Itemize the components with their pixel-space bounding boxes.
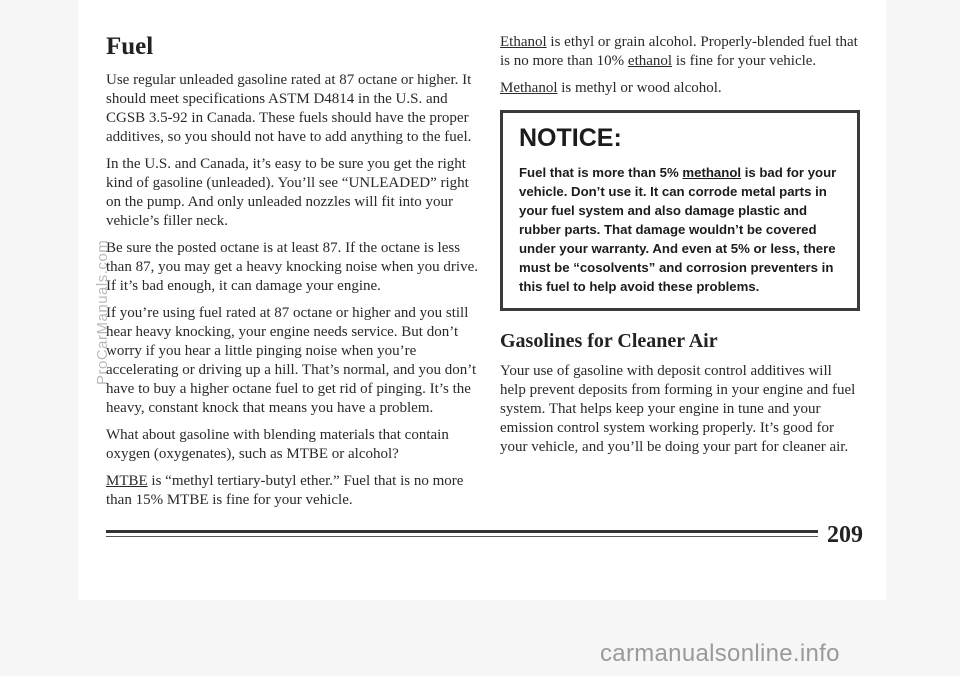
- ethanol-definition-end: is fine for your vehicle.: [672, 53, 817, 69]
- term-methanol: Methanol: [500, 80, 558, 96]
- term-ethanol: Ethanol: [500, 34, 547, 50]
- section-heading-cleaner-air: Gasolines for Cleaner Air: [500, 330, 718, 352]
- paragraph-octane-check: Be sure the posted octane is at least 87. If the octane is less than 87, you may get a heavy knocking noise when you drive. If it’s bad enough, it can damage your engine.: [106, 240, 478, 294]
- methanol-definition: is methyl or wood alcohol.: [557, 80, 722, 96]
- notice-title: NOTICE:: [519, 124, 622, 152]
- footer-rule: [106, 528, 818, 540]
- left-column: [106, 33, 478, 518]
- paragraph-ethanol: [500, 33, 860, 71]
- page-title: Fuel: [106, 33, 154, 60]
- paragraph-oxygenates: What about gasoline with blending materials that contain oxygen (oxygenates), such as MTBE or alcohol?: [106, 427, 449, 462]
- footer-rule-thin: [106, 536, 818, 537]
- paragraph-unleaded-pump: In the U.S. and Canada, it’s easy to be sure you get the right kind of gasoline (unleaded). You’ll see “UNLEADED” right on the pump. And only unleaded nozzles will fit into your vehicle’s filler neck.: [106, 156, 469, 229]
- side-watermark: ProCarManuals.com: [94, 239, 111, 385]
- paragraph-deposit-control: Your use of gasoline with deposit control additives will help prevent deposits from forming in your engine and fuel system. That helps keep your engine in tune and your emission control system working properly. It’s good for your vehicle, and you’ll be doing your part for cleaner air.: [500, 363, 856, 455]
- paragraph-methanol: [500, 79, 860, 98]
- bottom-watermark: carmanualsonline.info: [600, 640, 840, 667]
- notice-body-rest: is bad for your vehicle. Don’t use it. It can corrode metal parts in your fuel system and also damage plastic and rubber parts. That damage wouldn’t be covered under your warranty. And even at 5% or less, there must be “cosolvents” and corrosion preventers in this fuel to help avoid these problems.: [519, 165, 837, 294]
- notice-term-methanol: methanol: [682, 165, 742, 180]
- page-number: 209: [827, 522, 863, 548]
- ethanol-definition: is ethyl or grain alcohol. Properly-blended fuel that is no more than 10%: [500, 34, 858, 69]
- notice-box: [500, 110, 860, 311]
- paragraph-knocking: If you’re using fuel rated at 87 octane or higher and you still hear heavy knocking, your engine needs service. But don’t worry if you hear a little pinging noise when you’re accelerating or driving up a hill. That’s normal, and you don’t have to buy a higher octane fuel to get rid of pinging. It’s the heavy, constant knock that means you have a problem.: [106, 305, 477, 416]
- term-mtbe: MTBE: [106, 473, 148, 489]
- paragraph-regular-unleaded: Use regular unleaded gasoline rated at 87 octane or higher. It should meet specifications ASTM D4814 in the U.S. and CGSB 3.5-92 in Canada. These fuels should have the proper additives, so you should not have to add anything to the fuel.: [106, 72, 472, 145]
- paragraph-mtbe: [106, 472, 478, 510]
- footer-rule-thick: [106, 530, 818, 533]
- right-column: [500, 33, 860, 465]
- mtbe-definition: is “methyl tertiary-butyl ether.” Fuel that is no more than 15% MTBE is fine for your vehicle.: [106, 473, 464, 508]
- notice-body-start: Fuel that is more than 5%: [519, 165, 683, 180]
- notice-body: [519, 163, 843, 296]
- term-ethanol-2: ethanol: [627, 53, 673, 69]
